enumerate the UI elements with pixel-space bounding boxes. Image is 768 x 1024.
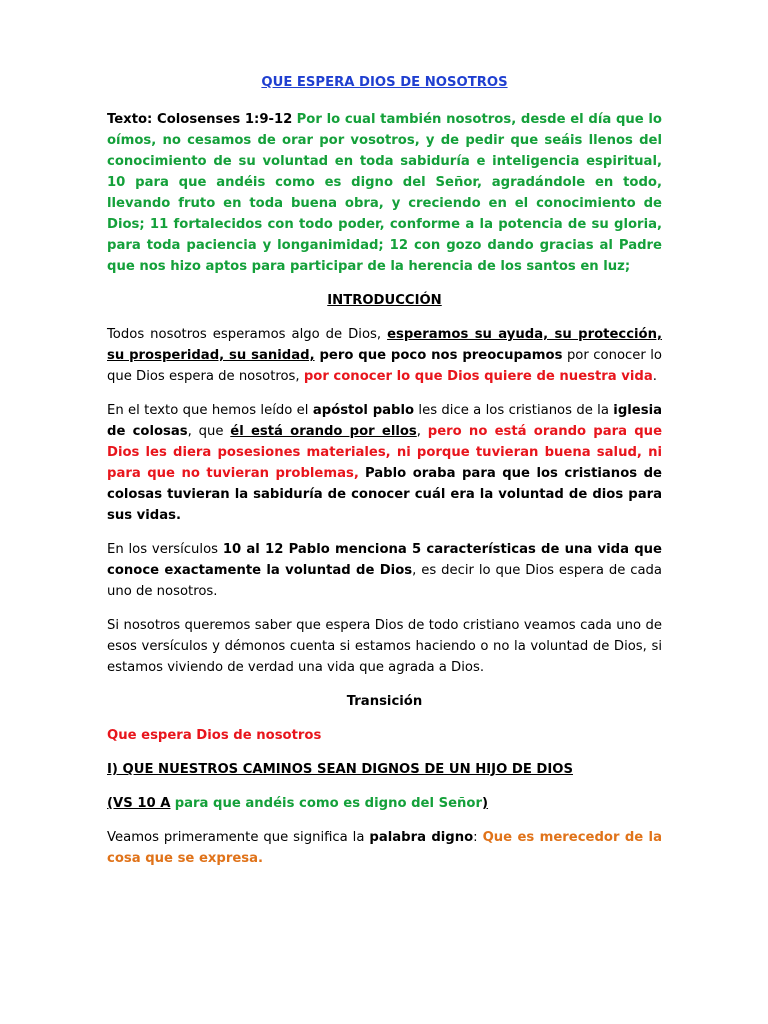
section-red-heading: Que espera Dios de nosotros (107, 728, 322, 743)
text-run: , (416, 424, 428, 439)
text-run: Veamos primeramente que significa la (107, 830, 370, 845)
verse-ref-open: (VS 10 A (107, 796, 171, 811)
definition-paragraph (107, 827, 662, 869)
emphasis-run: él está orando por ellos (230, 424, 417, 439)
definition-text: Que es merecedor de la cosa que se expresa. (107, 830, 662, 866)
text-run: : (473, 830, 483, 845)
scripture-paragraph (107, 109, 662, 277)
text-run: les dice a los cristianos de la (414, 403, 614, 418)
bold-run: Pablo oraba para que los cristianos de colosas tuvieran la sabiduría de conocer cuál era la voluntad de dios para sus vidas. (107, 466, 662, 523)
text-run: , que (187, 424, 231, 439)
text-run: Todos nosotros esperamos algo de Dios, (107, 327, 388, 342)
text-run: En los versículos (107, 542, 223, 557)
text-run: En el texto que hemos leído el (107, 403, 313, 418)
intro-paragraph-2 (107, 400, 662, 526)
verse-ref-close: ) (482, 796, 489, 811)
intro-paragraph-3 (107, 539, 662, 602)
red-emphasis: por conocer lo que Dios quiere de nuestra vida (303, 369, 653, 384)
intro-heading: INTRODUCCIÓN (327, 293, 442, 308)
bold-run: iglesia de colosas (107, 403, 662, 439)
bold-run: pero que poco nos preocupamos (314, 348, 563, 363)
document-title: QUE ESPERA DIOS DE NOSOTROS (261, 75, 508, 90)
text-run: por conocer lo que Dios espera de nosotros, (107, 348, 662, 384)
bold-run: 10 al 12 Pablo menciona 5 características de una vida que conoce exactamente la voluntad de Dios (107, 542, 662, 578)
document-body (107, 72, 662, 882)
section-1-heading: I) QUE NUESTROS CAMINOS SEAN DIGNOS DE UN HIJO DE DIOS (107, 762, 573, 777)
transition-heading: Transición (346, 694, 423, 709)
intro-paragraph-4: Si nosotros queremos saber que espera Dios de todo cristiano veamos cada uno de esos versículos y démonos cuenta si estamos haciendo o no la voluntad de Dios, si estamos viviendo de verdad una vida que agrada a Dios. (107, 618, 662, 675)
verse-reference-line (107, 793, 662, 814)
verse-ref-text: para que andéis como es digno del Señor (174, 796, 482, 811)
bold-run: palabra digno (369, 830, 474, 845)
intro-paragraph-1 (107, 324, 662, 387)
scripture-reference: Texto: Colosenses 1:9-12 (107, 112, 293, 127)
text-run: . (652, 369, 657, 384)
text-run: , es decir lo que Dios espera de cada uno de nosotros. (107, 563, 662, 599)
scripture-verse: Por lo cual también nosotros, desde el día que lo oímos, no cesamos de orar por vosotros, y de pedir que seáis llenos del conocimiento de su voluntad en toda sabiduría e inteligencia espiritual, 10 para que andéis como es digno del Señor, agradándole en todo, llevando fruto en toda buena obra, y creciendo en el conocimiento de Dios; 11 fortalecidos con todo poder, conforme a la potencia de su gloria, para toda paciencia y longanimidad; 12 con gozo dando gracias al Padre que nos hizo aptos para participar de la herencia de los santos en luz; (107, 112, 662, 274)
emphasis-run: esperamos su ayuda, su protección, su prosperidad, su sanidad, (107, 327, 663, 363)
red-emphasis: pero no está orando para que Dios les diera posesiones materiales, ni porque tuvieran buena salud, ni para que no tuvieran problemas, (107, 424, 663, 481)
bold-run: apóstol pablo (312, 403, 415, 418)
